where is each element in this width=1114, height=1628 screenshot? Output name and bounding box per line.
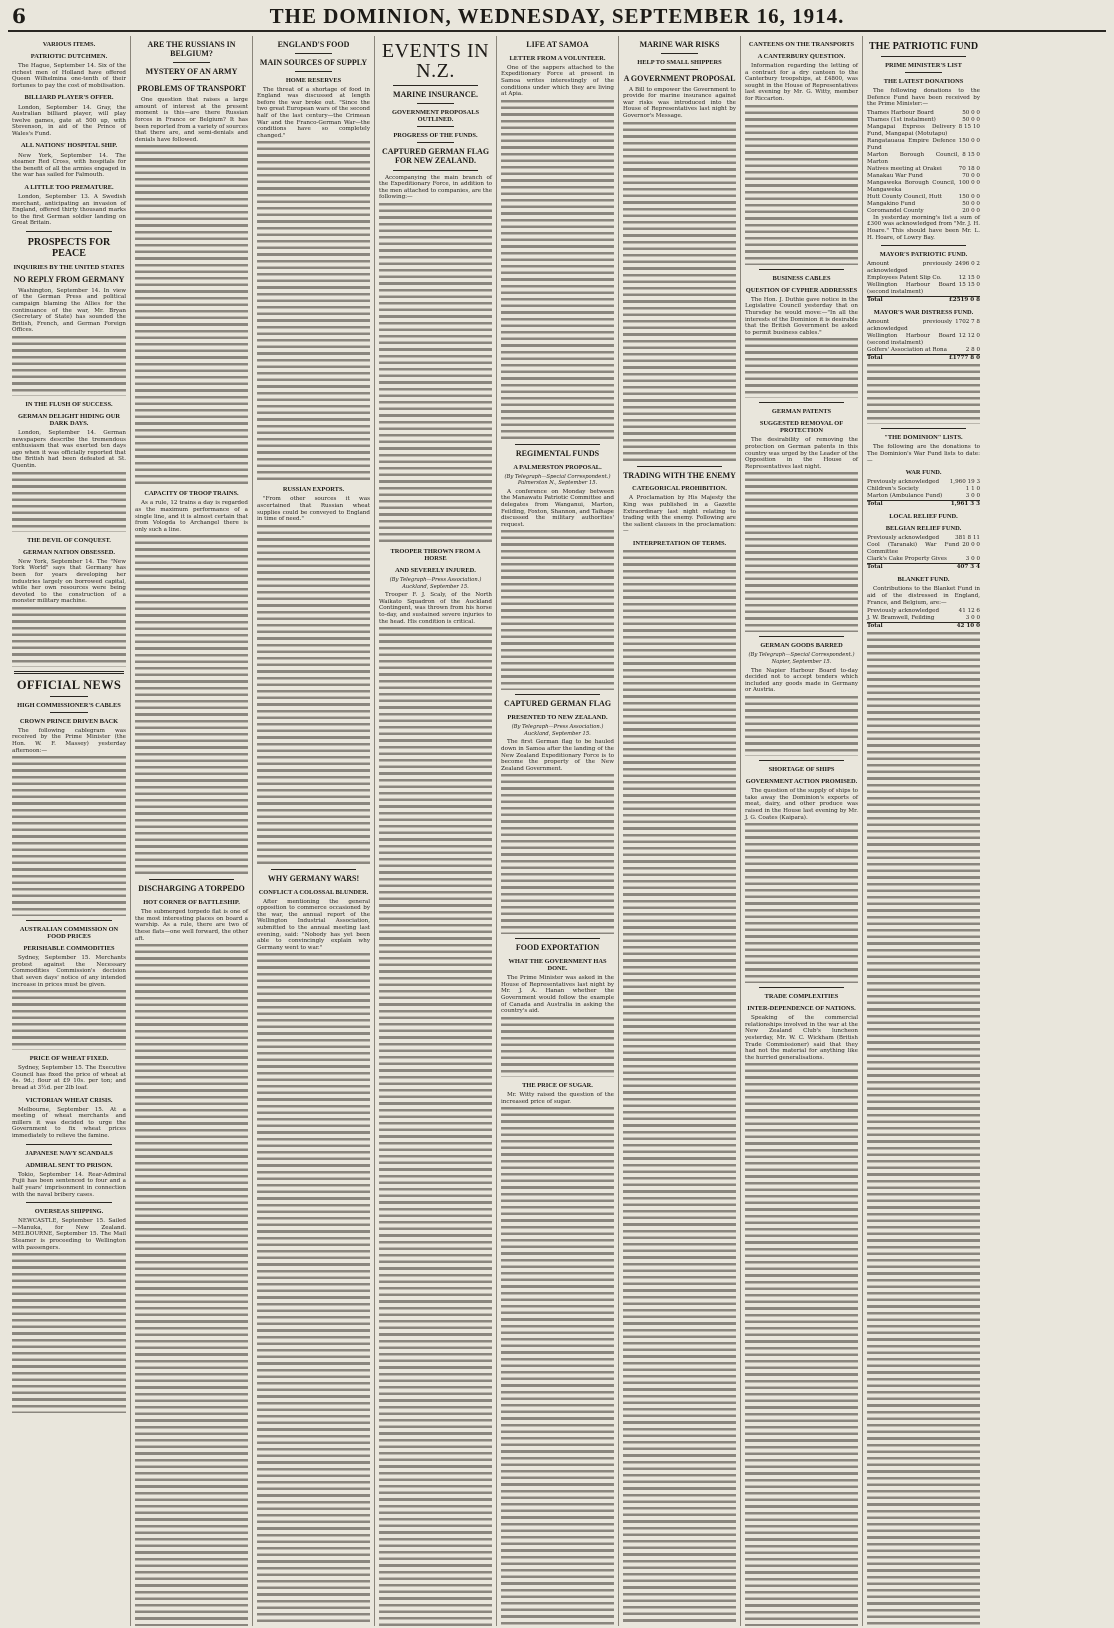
heading-billiard-offer: BILLIARD PLAYER'S OFFER. — [24, 94, 114, 102]
heading-troop-trains: CAPACITY OF TROOP TRAINS. — [144, 490, 239, 498]
ledger-row — [867, 615, 980, 622]
ledger-donor: Previously acknowledged — [867, 479, 940, 486]
heading-belgian-relief: BELGIAN RELIEF FUND. — [885, 525, 962, 533]
article-russian-exports: "From other sources it was ascertained that Russian wheat supplies could be conveyed to England in time of need." — [257, 496, 370, 523]
masthead-title: THE DOMINION, WEDNESDAY, SEPTEMBER 16, 1914. — [269, 4, 845, 28]
ledger-amount: 50 0 0 — [962, 116, 980, 123]
article-billiard-offer: London, September 14. Gray, the Australian billiard player, will play twelve games, gate at 500 up, with Stevenson, in aid of the Prince of Wales's Fund. — [12, 104, 126, 137]
heading-trade-complexities: TRADE COMPLEXITIES — [764, 993, 839, 1001]
article-regimental-funds: A conference on Monday between the Manawatu Patriotic Committee and delegates from Wanganui, Marton, Feilding, Foxton, Shannon, and Taihape discussed the military authorities' request. — [501, 488, 614, 528]
ledger-donor: Total — [867, 501, 883, 508]
ledger-donor: Amount previously acknowledged — [867, 319, 953, 333]
column-6 — [618, 36, 740, 1626]
ledger-amount: 42 10 0 — [956, 623, 980, 630]
article-trade-complexities: Speaking of the commercial relationships involved in the war at the New Zealand Club's luncheon yesterday, Mr. W. C. Wickham (British Trade Commissioner) said that they had not the material for anything like the hurried generalisations. — [745, 1015, 858, 1061]
heading-cypher-addresses: QUESTION OF CYPHER ADDRESSES — [745, 286, 858, 294]
heading-life-samoa: LIFE AT SAMOA — [526, 40, 589, 49]
heading-russian-exports: RUSSIAN EXPORTS. — [282, 486, 345, 494]
page-number: 6 — [12, 4, 26, 28]
ledger-amount: 20 0 0 — [962, 542, 980, 549]
article-life-samoa: One of the sappers attached to the Expeditionary Force at present in Samoa writes interestingly of the conditions under which they are living at Apia. — [501, 64, 614, 98]
article-why-germany-wars: After mentioning the general opposition to commerce occasioned by the war, the annual report of the Wellington Industrial Association, submitted to the annual meeting last evening, said: "Nobody has yet been able to convincingly explain why Germany went to war." — [257, 898, 370, 951]
heading-japanese-navy: JAPANESE NAVY SCANDALS — [25, 1149, 113, 1157]
heading-inter-dependence: INTER-DEPENDENCE OF NATIONS. — [747, 1005, 856, 1013]
ledger-amount: 1,960 19 3 — [949, 479, 980, 486]
ledger-total-row — [867, 296, 980, 304]
heading-victorian-crisis: VICTORIAN WHEAT CRISIS. — [25, 1096, 113, 1104]
ledger-row — [867, 556, 980, 563]
heading-crown-prince: CROWN PRINCE DRIVEN BACK — [19, 717, 119, 725]
ledger-amount: 1702 7 8 — [955, 319, 980, 326]
heading-govt-action: GOVERNMENT ACTION PROMISED. — [745, 778, 858, 786]
article-captured-flag: The first German flag to be hauled down in Samoa after the landing of the New Zealand Expeditionary Force is to become the property of the New Zealand Government. — [501, 739, 614, 772]
article-correction: In yesterday morning's list a sum of £300 was acknowledged from "Mr. J. H. Hoare." This should have been Mr. L. H. Hoare, of Lowry Bay. — [867, 214, 980, 241]
heading-business-cables: BUSINESS CABLES — [772, 274, 831, 282]
article-overseas-shipping: NEWCASTLE, September 15. Sailed—Manuka, for New Zealand. MELBOURNE, September 15. The Mail Steamer is proceeding to Wellington with passengers. — [12, 1218, 126, 1251]
ledger-amount: 150 0 0 — [958, 193, 980, 200]
article-russians-intro: One question that raises a large amount of interest at the present moment is this—are there Russian forces in France or Belgium? It has been reported from a variety of sources that there are, and semi-denials and denials have followed. — [135, 97, 248, 143]
heading-german-patents: GERMAN PATENTS — [771, 408, 832, 416]
heading-captured-flag: CAPTURED GERMAN FLAG FOR NEW ZEALAND. — [381, 146, 490, 165]
heading-removal-protection: SUGGESTED REMOVAL OF PROTECTION — [759, 420, 844, 435]
heading-problems-transport: PROBLEMS OF TRANSPORT — [137, 84, 246, 94]
ledger-mayors-fund — [867, 261, 980, 304]
ledger-amount: 2496 0 2 — [955, 261, 980, 268]
column-8 — [862, 36, 984, 1626]
ledger-donor: Previously acknowledged — [867, 535, 940, 542]
article-german-goods: The Napier Harbour Board to-day decided not to accept tenders which included any goods made in Germany or Austria. — [745, 667, 858, 694]
ledger-amount: 3 0 0 — [965, 556, 980, 563]
article-canteens: Information regarding the letting of a contract for a dry canteen to the Canterbury troopships, at £4800, was sought in the House of Representatives last evening by Mr. G. Witty, member for Riccarton. — [745, 63, 858, 103]
ledger-amount: 12 12 0 — [958, 333, 980, 340]
article-price-sugar: Mr. Witty raised the question of the increased price of sugar. — [501, 1091, 614, 1105]
ledger-amount: 3 0 0 — [965, 493, 980, 500]
ledger-donor: Manakau War Fund — [867, 172, 923, 179]
heading-nation-obsessed: GERMAN NATION OBSESSED. — [22, 548, 116, 556]
heading-german-delight: GERMAN DELIGHT HIDING OUR DARK DAYS. — [18, 412, 120, 428]
ledger-total-row — [867, 354, 980, 362]
column-1 — [8, 36, 130, 1626]
ledger-amount: 70 0 0 — [962, 172, 980, 179]
ledger-row — [867, 333, 980, 347]
ledger-row — [867, 479, 980, 486]
ledger-row — [867, 117, 980, 124]
ledger-amount: 50 0 0 — [962, 200, 980, 207]
heading-englands-food: ENGLAND'S FOOD — [277, 40, 350, 49]
heading-aus-commission: AUSTRALIAN COMMISSION ON FOOD PRICES — [19, 926, 119, 941]
ledger-row — [867, 110, 980, 117]
heading-captured-german-flag: CAPTURED GERMAN FLAG — [503, 699, 612, 709]
article-shortage-ships: The question of the supply of ships to take away the Dominion's exports of meat, dairy, and other produce was raised in the House last evening by Mr. J. G. Coates (Kaipara). — [745, 788, 858, 821]
article-no-reply: Washington, September 14. In view of the German Press and political campaign blaming the Allies for the continuance of the war, Mr. Bryan (Secretary of State) has sounded the British, French, and German Foreign Offices. — [12, 287, 126, 334]
article-donations-intro: The following donations to the Defence Fund have been received by the Prime Minister:— — [867, 88, 980, 108]
ledger-row — [867, 173, 980, 180]
article-german-patents: The desirability of removing the protection on German patents in this country was urged by the Leader of the Opposition in the House of Representatives last night. — [745, 437, 858, 470]
heading-interpretation: INTERPRETATION OF TERMS. — [632, 540, 727, 548]
heading-marine-insurance: MARINE INSURANCE. — [393, 90, 478, 99]
heading-mystery-army: MYSTERY OF AN ARMY — [145, 66, 238, 76]
heading-devil-conquest: THE DEVIL OF CONQUEST. — [27, 536, 111, 544]
ledger-row — [867, 608, 980, 615]
article-troop-trains: As a rule, 12 trains a day is regarded as the maximum performance of a single line, and it is almost certain that from Vologda to Archangel there is only such a line. — [135, 500, 248, 533]
ledger-amount: 50 0 0 — [962, 109, 980, 116]
column-7 — [740, 36, 862, 1626]
article-hospital-ship: New York, September 14. The steamer Red Cross, with hospitals for the benefit of all the armies engaged in the war has sailed for Falmouth. — [12, 152, 126, 179]
heading-war-distress: MAYOR'S WAR DISTRESS FUND. — [873, 309, 974, 317]
heading-why-germany-wars: WHY GERMANY WARS! — [267, 873, 360, 883]
article-trooper-thrown: Trooper F. J. Scaly, of the North Waikato Squadron of the Auckland Contingent, was thrown from his horse to-day, and sustained severe injuries to the head. His condition is critical. — [379, 592, 492, 625]
ledger-total-row — [867, 622, 980, 630]
ledger-donor: Wellington Harbour Board (second instalment) — [867, 282, 956, 296]
ledger-donor: Wellington Harbour Board (second instalment) — [867, 333, 956, 347]
heading-official-news: OFFICIAL NEWS — [16, 677, 122, 692]
ledger-donor: Amount previously acknowledged — [867, 261, 953, 275]
article-premature: London, September 13. A Swedish merchant, anticipating an invasion of England, offered thirty thousand marks to the first German soldier landing on Great Britain. — [12, 193, 126, 227]
heading-main-sources: MAIN SOURCES OF SUPPLY — [259, 57, 368, 67]
ledger-belgian-relief — [867, 535, 980, 571]
ledger-donor: Marton (Ambulance Fund) — [867, 493, 943, 500]
heading-local-relief: LOCAL RELIEF FUND. — [889, 513, 958, 521]
ledger-blanket-fund — [867, 608, 980, 630]
columns — [8, 36, 1106, 1626]
ledger-row — [867, 194, 980, 201]
ledger-amount: 1 1 0 — [965, 486, 980, 493]
heading-commissioner-cables: HIGH COMMISSIONER'S CABLES — [17, 701, 121, 709]
ledger-donor: Total — [867, 297, 883, 304]
heading-canteens: CANTEENS ON THE TRANSPORTS — [748, 41, 855, 48]
column-2 — [130, 36, 252, 1626]
ledger-row — [867, 261, 980, 275]
ledger-row — [867, 138, 980, 152]
ledger-row — [867, 208, 980, 215]
credit-press-association: (By Telegraph—Press Association.) Auckland, September 15. — [389, 577, 482, 590]
heading-perishable: PERISHABLE COMMODITIES — [23, 945, 115, 953]
heading-inquiries: INQUIRIES BY THE UNITED STATES — [13, 263, 125, 271]
ledger-amount: 12 15 0 — [958, 275, 980, 282]
heading-no-reply: NO REPLY FROM GERMANY — [13, 274, 125, 284]
ledger-row — [867, 166, 980, 173]
ledger-row — [867, 347, 980, 354]
ledger-war-fund — [867, 479, 980, 508]
ledger-row — [867, 319, 980, 333]
heading-price-sugar: THE PRICE OF SUGAR. — [522, 1081, 593, 1089]
column-5 — [496, 36, 618, 1626]
ledger-donor: Natives meeting at Orakei — [867, 165, 942, 172]
article-food-exportation: The Prime Minister was asked in the House of Representatives last night by Mr. J. A. Hanan whether the Government would follow the example of Canada and Australia in asking the country's aid. — [501, 975, 614, 1015]
article-torpedo: The submerged torpedo flat is one of the most interesting places on board a warship. As a rule, there are two of these flats—one well forward, the other aft. — [135, 909, 248, 942]
heading-categorical: CATEGORICAL PROHIBITION. — [632, 485, 727, 493]
ledger-war-distress — [867, 319, 980, 362]
heading-blanket-fund: BLANKET FUND. — [897, 576, 950, 584]
ledger-donor: Previously acknowledged — [867, 608, 940, 615]
ledger-amount: 8 15 0 — [962, 151, 980, 158]
ledger-row — [867, 542, 980, 556]
article-victorian-crisis: Melbourne, September 15. At a meeting of wheat merchants and millers it was decided to urge the Government to fix wheat prices immediately to relieve the famine. — [12, 1106, 126, 1140]
ledger-amount: £2519 0 8 — [948, 297, 980, 304]
article-englands-food: The threat of a shortage of food in England was discussed at length before the war broke out. "Since the two great European wars of the second half of the last century—the Crimean War and the Franco-German War—the conditions have so completely changed." — [257, 86, 370, 139]
ledger-total-row — [867, 500, 980, 508]
ledger-amount: 1,961 3 3 — [950, 501, 980, 508]
heading-hot-corner: HOT CORNER OF BATTLESHIP. — [143, 899, 240, 907]
ledger-donor: Mangakino Fund — [867, 200, 916, 207]
ledger-donor: Total — [867, 623, 883, 630]
ledger-donor: Children's Society — [867, 486, 919, 493]
heading-small-shippers: HELP TO SMALL SHIPPERS — [637, 58, 722, 66]
ledger-row — [867, 201, 980, 208]
ledger-amount: 41 12 6 — [958, 608, 980, 615]
ledger-row — [867, 180, 980, 194]
heading-severely-injured: AND SEVERELY INJURED. — [395, 567, 476, 574]
ledger-amount: 100 0 0 — [958, 179, 980, 186]
article-marine-war-risks: A Bill to empower the Government to provide for marine insurance against war risks was introduced into the House of Representatives last night by Governor's Message. — [623, 86, 736, 120]
heading-trooper-thrown: TROOPER THROWN FROM A HORSE — [390, 547, 481, 562]
ledger-donor: Cool (Taranaki) War Fund Committee — [867, 542, 960, 556]
heading-german-goods-barred: GERMAN GOODS BARRED — [760, 642, 843, 650]
ledger-donor: J. W. Bramwell, Feilding — [867, 615, 935, 622]
heading-mayors-fund: MAYOR'S PATRIOTIC FUND. — [879, 251, 968, 259]
heading-shortage-ships: SHORTAGE OF SHIPS — [768, 766, 835, 774]
heading-wheat-fixed: PRICE OF WHEAT FIXED. — [29, 1055, 109, 1063]
heading-latest-donations: THE LATEST DONATIONS — [883, 78, 964, 86]
credit-napier: (By Telegraph—Special Correspondent.) Napier, September 15. — [748, 652, 855, 666]
heading-palmerston-proposal: A PALMERSTON PROPOSAL. — [513, 463, 602, 471]
ledger-total-row — [867, 563, 980, 571]
heading-regimental-funds: REGIMENTAL FUNDS — [515, 448, 600, 458]
article-crown-prince: The following cablegram was received by the Prime Minister (the Hon. W. F. Massey) yesterday afternoon:— — [12, 727, 126, 754]
ledger-row — [867, 275, 980, 282]
ledger-row — [867, 493, 980, 500]
article-blanket-fund: Contributions to the Blanket Fund in aid of the distressed in England, France, and Belgium, are:— — [867, 586, 980, 606]
ledger-row — [867, 152, 980, 166]
heading-admiral-prison: ADMIRAL SENT TO PRISON. — [25, 1161, 113, 1169]
column-4 — [374, 36, 496, 1626]
article-patriotic-dutchmen: The Hague, September 14. Six of the richest men of Holland have offered Queen Wilhelmina one-tenth of their fortunes to pay the cost of mobilisation. — [12, 63, 126, 89]
heading-dominion-lists: "THE DOMINION" LISTS. — [884, 434, 963, 442]
ledger-row — [867, 124, 980, 138]
heading-govt-proposal: A GOVERNMENT PROPOSAL — [623, 73, 736, 83]
ledger-pm-donations — [867, 110, 980, 215]
heading-various-items: VARIOUS ITEMS. — [42, 41, 96, 48]
column-3 — [252, 36, 374, 1626]
ledger-donor: Total — [867, 564, 883, 571]
article-dominion-lists: The following are the donations to The Dominion's War Fund lists to date:— — [867, 444, 980, 464]
heading-premature: A LITTLE TOO PREMATURE. — [24, 183, 114, 191]
ledger-amount: 2 8 0 — [965, 347, 980, 354]
heading-flush-success: IN THE FLUSH OF SUCCESS. — [25, 400, 113, 408]
credit-special-correspondent: (By Telegraph—Special Correspondent.) Palmerston N., September 15. — [504, 473, 611, 487]
heading-food-exportation: FOOD EXPORTATION — [515, 943, 600, 953]
article-perishable: Sydney, September 15. Merchants protest against the Necessary Commodities Commission's decision that seven days' notice of any intended increase in prices must be given. — [12, 955, 126, 988]
ledger-row — [867, 282, 980, 296]
ledger-amount: £1777 8 0 — [948, 355, 980, 362]
ledger-amount: 3 0 0 — [965, 615, 980, 622]
ledger-amount: 20 0 0 — [962, 207, 980, 214]
ledger-donor: Employees Patent Slip Co. — [867, 275, 942, 282]
heading-hospital-ship: ALL NATIONS' HOSPITAL SHIP. — [20, 142, 118, 150]
ledger-donor: Coromandel County — [867, 207, 924, 214]
heading-russians-belgium: ARE THE RUSSIANS IN BELGIUM? — [147, 40, 236, 58]
ledger-donor: Thames (1st instalment) — [867, 116, 936, 123]
heading-home-reserves: HOME RESERVES — [285, 76, 342, 84]
masthead — [8, 4, 1106, 32]
article-german-delight: London, September 14. German newspapers describe the tremendous enthusiasm that was exerted ten days ago when it was officially reported that the British had been defeated at St. Quentin. — [12, 430, 126, 470]
heading-prospects-peace: PROSPECTS FOR PEACE — [27, 236, 111, 259]
heading-war-fund: WAR FUND. — [905, 469, 942, 477]
ledger-amount: 15 15 0 — [958, 282, 980, 289]
heading-govt-has-done: WHAT THE GOVERNMENT HAS DONE. — [508, 958, 607, 973]
ledger-donor: Thames Harbour Board — [867, 109, 934, 116]
heading-events-nz: EVENTS IN N.Z. — [381, 40, 490, 82]
article-trading-enemy: A Proclamation by His Majesty the King was published in a Gazette Extraordinary last night relating to trading with the enemy. Following are the salient clauses in the proclamation:— — [623, 495, 736, 535]
heading-govt-proposals: GOVERNMENT PROPOSALS OUTLINED. — [391, 108, 480, 123]
ledger-donor: Total — [867, 355, 883, 362]
ledger-donor: Mangaweka Borough Council, Mangaweka — [867, 179, 956, 193]
heading-trading-enemy: TRADING WITH THE ENEMY — [623, 470, 736, 480]
heading-letter-volunteer: LETTER FROM A VOLUNTEER. — [509, 54, 606, 62]
heading-patriotic-dutchmen: PATRIOTIC DUTCHMEN. — [30, 53, 108, 61]
article-business-cables: The Hon. J. Duthie gave notice in the Legislative Council yesterday that on Thursday he would move:—"In all the interests of the Dominion it is desirable that the British Government be asked to permit business cables." — [745, 296, 858, 336]
ledger-donor: Marton Borough Council, Marton — [867, 151, 960, 165]
ledger-amount: 150 0 0 — [958, 137, 980, 144]
ledger-donor: Golfers' Association at Rona — [867, 347, 947, 354]
heading-patriotic-fund: THE PATRIOTIC FUND — [868, 41, 979, 52]
heading-overseas-shipping: OVERSEAS SHIPPING. — [34, 1208, 104, 1216]
article-wheat-fixed: Sydney, September 15. The Executive Council has fixed the price of wheat at 4s. 9d.; flour at £9 10s. per ton; and bread at 3½d. per 2lb loaf. — [12, 1065, 126, 1092]
ledger-amount: 70 18 0 — [958, 165, 980, 172]
ledger-donor: Clark's Cake Property Gives — [867, 556, 947, 563]
ledger-amount: 381 8 11 — [955, 535, 980, 542]
heading-marine-war-risks: MARINE WAR RISKS — [639, 40, 720, 49]
heading-presented-nz: PRESENTED TO NEW ZEALAND. — [507, 714, 608, 722]
ledger-amount: 407 3 4 — [956, 564, 980, 571]
heading-canterbury-question: A CANTERBURY QUESTION. — [757, 53, 846, 61]
ledger-amount: 8 15 10 — [958, 123, 980, 130]
ledger-donor: Mangapai Express Delivery Fund, Mangapai (Motutapu) — [867, 123, 956, 137]
ledger-donor: Rangatauaua Empire Defence Fund — [867, 137, 956, 151]
article-expeditionary: Accompanying the main branch of the Expeditionary Force, in addition to the men attached to companies, are the following:— — [379, 174, 493, 201]
ledger-donor: Hutt County Council, Hutt — [867, 193, 942, 200]
credit-press-association-2: (By Telegraph—Press Association.) Auckland, September 15. — [511, 724, 604, 737]
heading-progress-funds: PROGRESS OF THE FUNDS. — [393, 131, 478, 139]
heading-pm-list: PRIME MINISTER'S LIST — [885, 62, 962, 69]
heading-colossal-blunder: CONFLICT A COLOSSAL BLUNDER. — [258, 888, 369, 896]
article-nation-obsessed: New York, September 14. The "New York World" says that Germany has been for years developing her industries largely on borrowed capital, while her own resources were being devoted to the construction of a monster military machine. — [12, 558, 126, 605]
heading-torpedo: DISCHARGING A TORPEDO — [138, 884, 245, 894]
article-admiral-prison: Tokio, September 14. Rear-Admiral Fujii has been sentenced to four and a half years' imprisonment in connection with the naval bribery cases. — [12, 1171, 126, 1198]
